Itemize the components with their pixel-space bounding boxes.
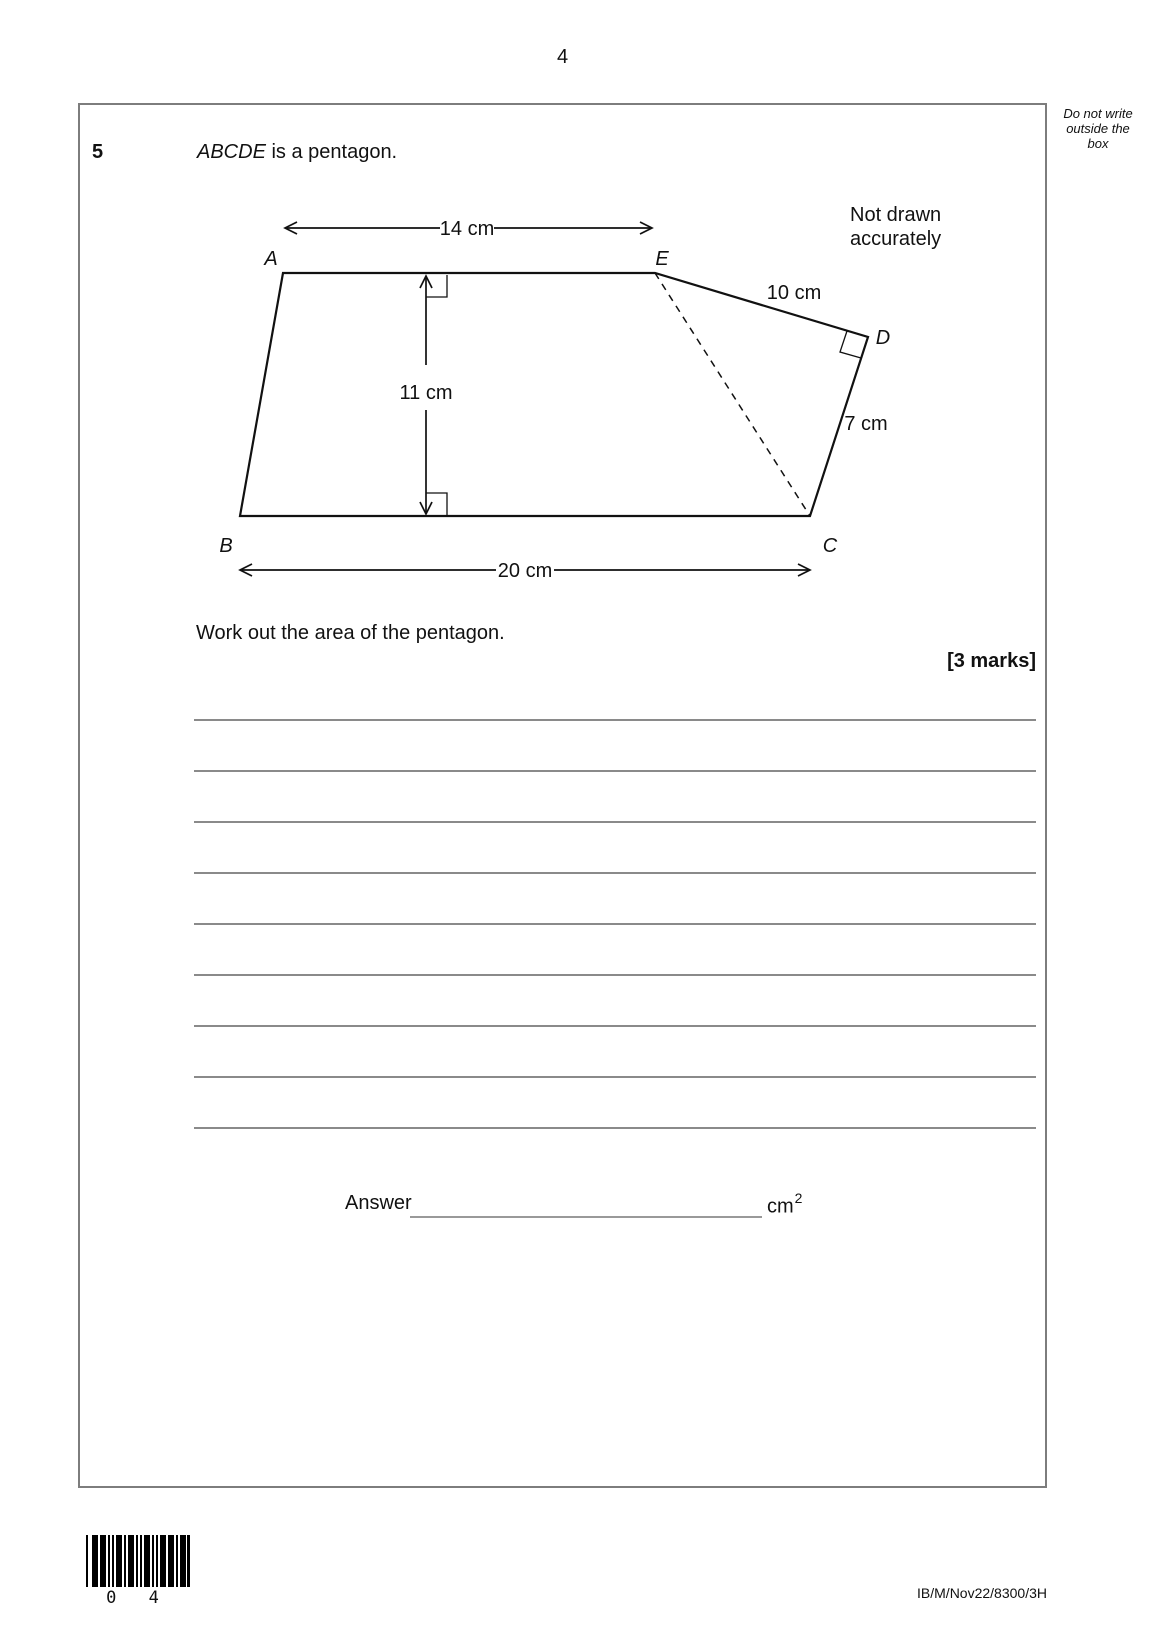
pentagon-figure	[170, 190, 910, 610]
answer-blank-line	[410, 1216, 762, 1218]
dim-label-top: 14 cm	[439, 218, 495, 240]
working-line	[194, 1076, 1036, 1078]
working-lines	[194, 719, 1036, 1131]
margin-note-line: Do not write	[1063, 106, 1133, 121]
diagonal-ec	[655, 273, 810, 516]
right-angle-top	[426, 275, 447, 297]
barcode-digits: 0 4	[106, 1588, 170, 1608]
margin-note-line: box	[1087, 136, 1109, 151]
unit-text: cm	[767, 1195, 794, 1218]
paper-reference: IB/M/Nov22/8300/3H	[917, 1585, 1047, 1601]
pentagon-outline	[240, 273, 868, 516]
vertex-label-d: D	[875, 327, 891, 349]
not-drawn-line: accurately	[850, 228, 942, 250]
vertex-label-b: B	[219, 535, 233, 557]
working-line	[194, 821, 1036, 823]
question-prompt: Work out the area of the pentagon.	[196, 622, 505, 644]
question-intro	[197, 141, 397, 164]
not-drawn-line: Not drawn	[850, 204, 942, 226]
barcode	[86, 1535, 190, 1587]
working-line	[194, 719, 1036, 721]
answer-label: Answer	[345, 1192, 412, 1214]
dim-label-dc: 7 cm	[844, 413, 888, 435]
page-number: 4	[556, 46, 569, 68]
vertex-label-c: C	[822, 535, 838, 557]
pentagon-diagram	[170, 190, 910, 615]
working-line	[194, 974, 1036, 976]
question-intro-text: is a pentagon.	[265, 141, 398, 163]
working-line	[194, 1127, 1036, 1129]
working-line	[194, 872, 1036, 874]
vertex-label-e: E	[655, 248, 669, 270]
dim-label-ed: 10 cm	[766, 282, 822, 304]
barcode-bars	[86, 1535, 190, 1587]
margin-note-line: outside the	[1066, 121, 1130, 136]
answer-row	[0, 1190, 1158, 1230]
question-number: 5	[92, 141, 104, 163]
vertex-label-a: A	[264, 248, 278, 270]
pentagon-name: ABCDE	[197, 141, 266, 163]
marks-badge: [3 marks]	[947, 650, 1036, 672]
working-line	[194, 923, 1036, 925]
dim-label-height: 11 cm	[399, 382, 453, 404]
answer-unit	[767, 1192, 801, 1219]
not-drawn-note	[850, 203, 941, 251]
right-angle-bottom	[426, 493, 447, 516]
dim-label-bottom: 20 cm	[497, 560, 553, 582]
working-line	[194, 1025, 1036, 1027]
margin-note	[1051, 106, 1145, 151]
unit-exponent: 2	[794, 1190, 803, 1206]
working-line	[194, 770, 1036, 772]
